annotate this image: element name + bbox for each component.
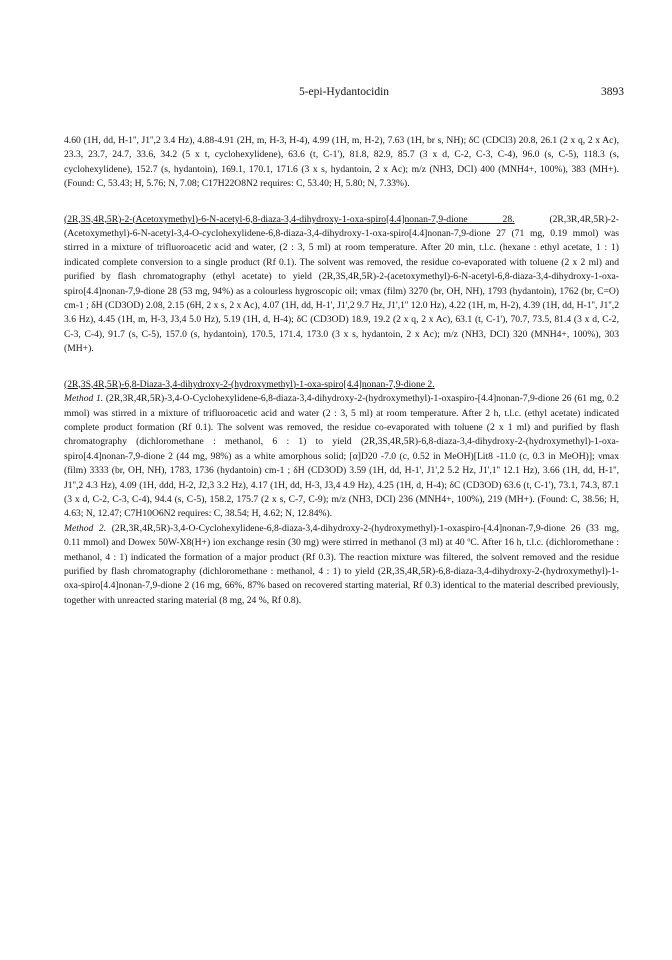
section-heading-compound-28: (2R,3S,4R,5R)-2-(Acetoxymethyl)-6-N-acetyl-6,8-diaza-3,4-dihydroxy-1-oxa-spiro[4.4]nonan-7,9-dione 28. bbox=[64, 213, 515, 225]
method-2-label: Method 2. bbox=[64, 522, 107, 534]
section-heading-compound-2: (2R,3S,4R,5R)-6,8-Diaza-3,4-dihydroxy-2-(hydroxymethyl)-1-oxa-spiro[4.4]nonan-7,9-dione 2. bbox=[64, 378, 435, 390]
paragraph-method-2 bbox=[64, 522, 619, 608]
method-1-label: Method 1. bbox=[64, 393, 104, 405]
method-2-text: (2R,3R,4R,5R)-3,4-O-Cyclohexylidene-6,8-diaza-3,4-dihydroxy-2-(hydroxymethyl)-1-oxaspiro-[4.4]nonan-7,9-dione 26 (33 mg, 0.11 mmol) and Dowex 50W-X8(H+) ion exchange resin (30 mg) were stirred in methanol (3 ml) at 40 ºC. After 16 h, t.l.c. (dichloromethane : methanol, 4 : 1) indicated the formation of a major product (Rf 0.3). The reaction mixture was filtered, the solvent removed and the residue purified by flash chromatography (dichloromethane : methanol, 4 : 1) to yield (2R,3S,4R,5R)-6,8-diaza-3,4-dihydroxy-2-(hydroxymethyl)-1-oxa-spiro[4.4]nonan-7,9-dione 2 (16 mg, 66%, 87% based on recovered starting material, Rf 0.3) identical to the material described previously, together with unreacted staring material (8 mg, 24 %, Rf 0.8). bbox=[64, 522, 620, 606]
section-compound-28 bbox=[64, 213, 619, 357]
page-number: 3893 bbox=[601, 86, 624, 98]
article-body bbox=[64, 134, 619, 608]
paragraph-method-1 bbox=[64, 392, 619, 522]
paragraph-synthesis-28: (2R,3R,4R,5R)-2-(Acetoxymethyl)-6-N-acetyl-3,4-O-cyclohexylidene-6,8-diaza-3,4-dihydroxy-1-oxa-spiro[4.4]nonan-7,9-dione 27 (71 mg, 0.19 mmol) was stirred in a mixture of trifluoroacetic acid and water, (2 : 3, 5 ml) at room temperature. After 20 min, t.l.c. (hexane : ethyl acetate, 1 : 1) indicated complete conversion to a single product (Rf 0.1). The solvent was removed, the residue co-evaporated with toluene (2 x 2 ml) and purified by flash chromatography (ethyl acetate) to yield (2R,3S,4R,5R)-2-(acetoxymethyl)-6-N-acetyl-6,8-diaza-3,4-dihydroxy-1-oxa-spiro[4.4]nonan-7,9-dione 28 (53 mg, 94%) as a colourless hygroscopic oil; νmax (film) 3270 (br, OH, NH), 1793 (hydantoin), 1762 (br, C=O) cm-1 ; δH (CD3OD) 2.08, 2.15 (6H, 2 x s, 2 x Ac), 4.07 (1H, dd, H-1', J1',2 9.7 Hz, J1',1'' 12.0 Hz), 4.22 (1H, m, H-2), 4.39 (1H, dd, H-1'', J1'',2 3.6 Hz), 4.45 (1H, m, H-3, J3,4 5.0 Hz), 5.19 (1H, d, H-4); δC (CD3OD) 18.9, 19.2 (2 x q, 2 x Ac), 63.1 (t, C-1'), 70.7, 73.5, 81.4 (3 x d, C-2, C-3, C-4), 91.7 (s, C-5), 157.0 (s, hydantoin), 170.5, 171.4, 173.0 (3 x s, hydantoin, 2 x Ac); m/z (NH3, DCI) 320 (MNH4+, 100%), 303 (MH+). bbox=[64, 213, 619, 355]
running-title: 5-epi-Hydantocidin bbox=[298, 86, 390, 98]
paragraph-nmr-data-27: 4.60 (1H, dd, H-1'', J1'',2 3.4 Hz), 4.88-4.91 (2H, m, H-3, H-4), 4.99 (1H, m, H-2), 7.63 (1H, br s, NH); δC (CDCl3) 20.8, 26.1 (2 x q, 2 x Ac), 23.3, 23.7, 24.7, 33.6, 34.2 (5 x t, cyclohexylidene), 63.6 (t, C-1'), 81.8, 82.9, 85.7 (3 x d, C-2, C-3, C-4), 96.0 (s, C-5), 118.3 (s, cyclohexylidene), 152.7 (s, hydantoin), 169.1, 170.1, 171.6 (3 x s, hydantoin, 2 x Ac); m/z (NH3, DCI) 400 (MNH4+, 100%), 383 (MH+). (Found: C, 53.43; H, 5.76; N, 7.08; C17H22O8N2 requires: C, 53.40; H, 5.80; N, 7.33%). bbox=[64, 135, 619, 190]
running-header bbox=[64, 86, 624, 102]
method-1-text: (2R,3R,4R,5R)-3,4-O-Cyclohexylidene-6,8-diaza-3,4-dihydroxy-2-(hydroxymethyl)-1-oxaspiro-[4.4]nonan-7,9-dione 26 (61 mg, 0.2 mmol) was stirred in a mixture of trifluoroacetic acid and water (2 : 3, 5 ml) at room temperature. After 2 h, t.l.c. (ethyl acetate) indicated complete product formation (Rf 0.1). The solvent was removed, the residue co-evaporated with toluene (2 x 1 ml) and purified by flash chromatography (dichloromethane : methanol, 6 : 1) to yield (2R,3S,4R,5R)-6,8-diaza-3,4-dihydroxy-2-(hydroxymethyl)-1-oxa-spiro[4.4]nonan-7,9-dione 2 (44 mg, 98%) as a white amorphous solid; [α]D20 -7.0 (c, 0.52 in MeOH)[Lit8 -11.0 (c, 0.3 in MeOH)]; νmax (film) 3333 (br, OH, NH), 1783, 1736 (hydantoin) cm-1 ; δH (CD3OD) 3.59 (1H, dd, H-1', J1',2 5.2 Hz, J1',1'' 12.1 Hz), 3.66 (1H, dd, H-1'', J1'',2 4.3 Hz), 4.09 (1H, ddd, H-2, J2,3 3.2 Hz), 4.17 (1H, dd, H-3, J3,4 4.9 Hz), 4.25 (1H, d, H-4); δC (CD3OD) 63.6 (t, C-1'), 73.1, 74.3, 87.1 (3 x d, C-2, C-3, C-4), 94.4 (s, C-5), 158.2, 175.7 (2 x s, C-7, C-9); m/z (NH3, DCI) 236 (MNH4+, 100%), 219 (MH+). (Found: C, 38.56; H, 4.63; N, 12.47; C7H10O6N2 requires: C, 38.54; H, 4.62; N, 12.84%). bbox=[64, 393, 619, 520]
